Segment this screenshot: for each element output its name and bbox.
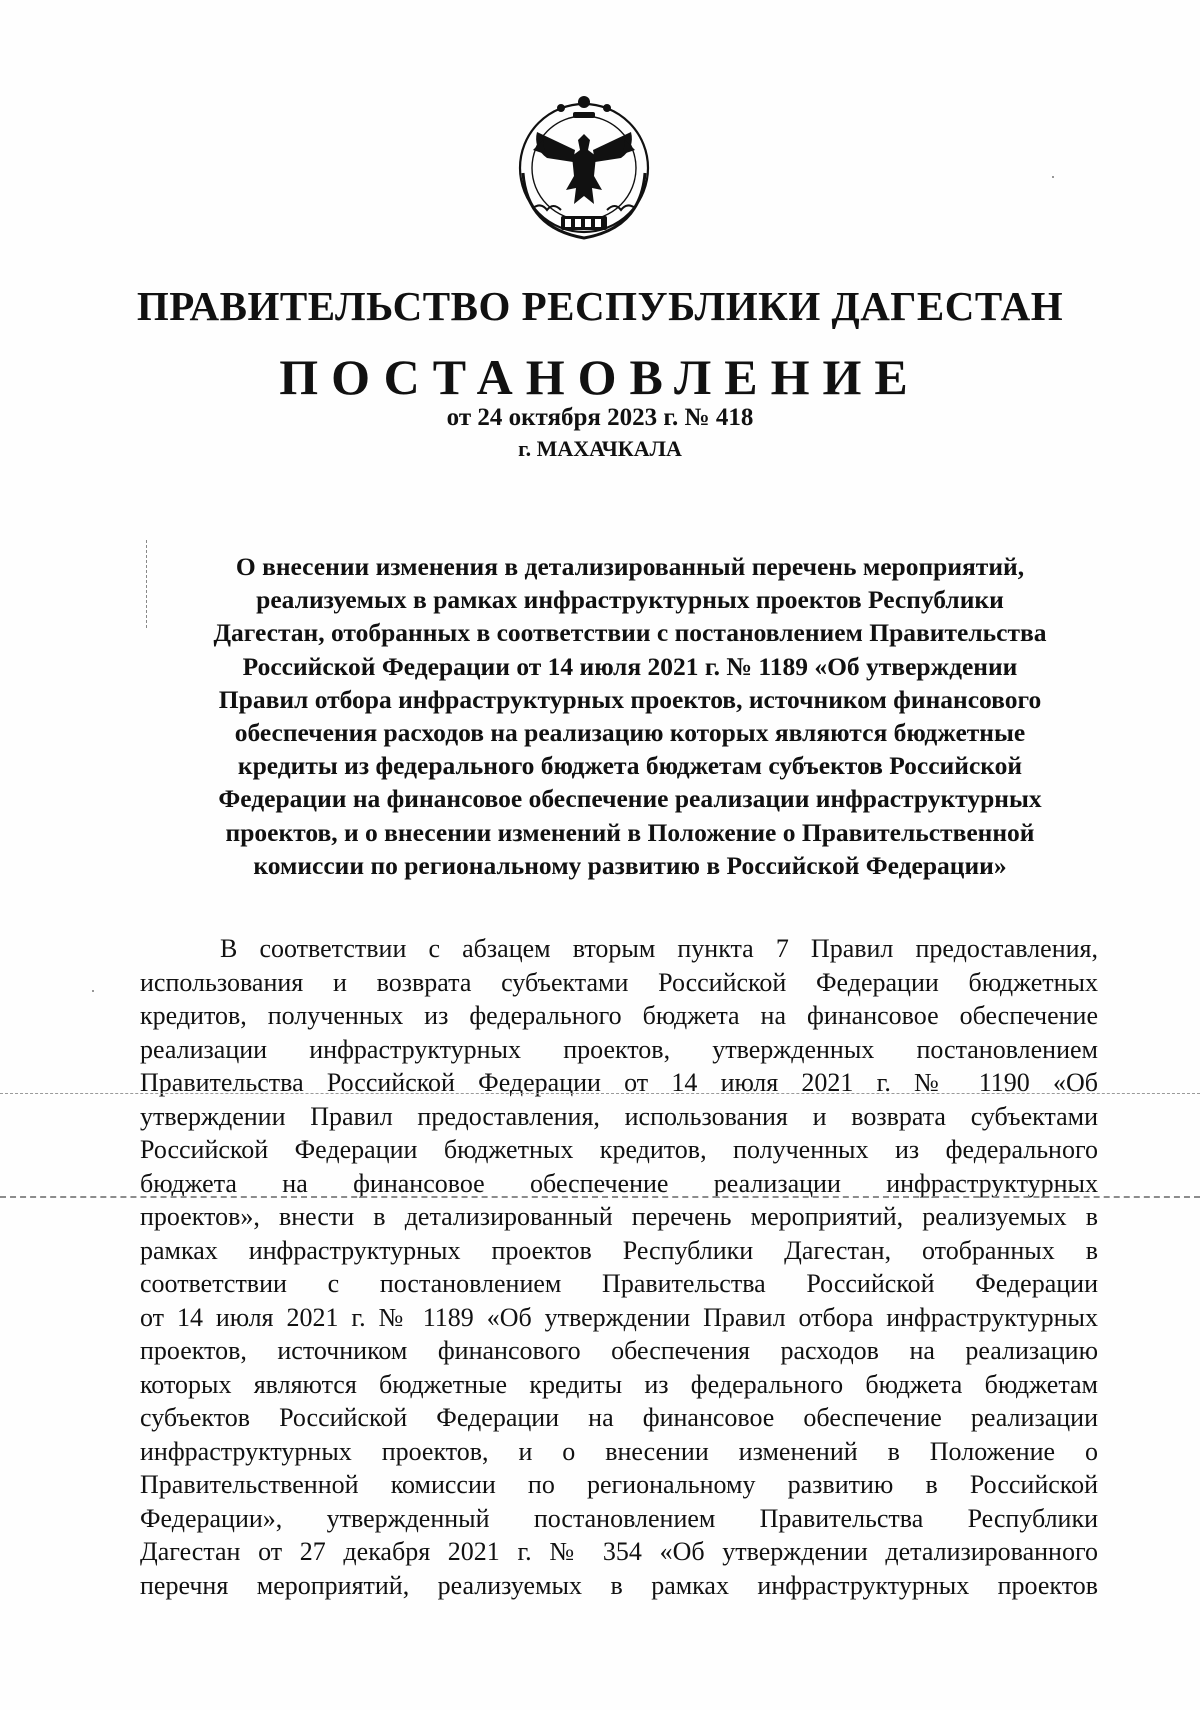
coat-of-arms-eagle-icon (503, 88, 665, 248)
subject-line: проектов, и о внесении изменений в Положение о Правительственной (225, 817, 1035, 847)
subject-line: реализуемых в рамках инфраструктурных проектов Республики (256, 585, 1004, 615)
body-line: Правительственной комиссии по региональному развитию в Российской (140, 1470, 1098, 1499)
scan-artifact-line (0, 1196, 1200, 1198)
subject-line: Российской Федерации от 14 июля 2021 г. № 1189 «Об утверждении (242, 651, 1018, 681)
subject-line: Дагестан, отобранных в соответствии с постановлением Правительства (213, 618, 1047, 648)
scan-speck (92, 990, 94, 992)
decree-subject (155, 550, 1105, 882)
body-line: проектов», внести в детализированный перечень мероприятий, реализуемых в (140, 1202, 1098, 1231)
body-line: инфраструктурных проектов, и о внесении изменений в Положение о (140, 1436, 1098, 1466)
subject-line: комиссии по региональному развитию в Российской Федерации» (253, 850, 1007, 880)
subject-line: О внесении изменения в детализированный перечень мероприятий, (235, 552, 1025, 581)
subject-line: Правил отбора инфраструктурных проектов, источником финансового (218, 684, 1042, 714)
decree-date-number: от 24 октября 2023 г. № 418 (446, 404, 754, 431)
body-line: кредитов, полученных из федерального бюджета на финансовое обеспечение (140, 1001, 1098, 1030)
body-line: использования и возврата субъектами Российской Федерации бюджетных (140, 967, 1098, 997)
decree-body-paragraph (140, 932, 1098, 1602)
body-line: рамках инфраструктурных проектов Республики Дагестан, отобранных в (140, 1235, 1098, 1265)
subject-line: кредиты из федерального бюджета бюджетам субъектов Российской (237, 751, 1023, 781)
scan-margin-mark (146, 540, 147, 628)
body-line: перечня мероприятий, реализуемых в рамках инфраструктурных проектов (140, 1570, 1098, 1600)
body-line: бюджета на финансовое обеспечение реализации инфраструктурных (140, 1168, 1098, 1198)
body-line: субъектов Российской Федерации на финансовое обеспечение реализации (140, 1403, 1098, 1432)
government-title: ПРАВИТЕЛЬСТВО РЕСПУБЛИКИ ДАГЕСТАН (136, 283, 1064, 329)
body-line: Российской Федерации бюджетных кредитов, полученных из федерального (140, 1135, 1098, 1164)
scan-artifact-line (0, 1093, 1200, 1094)
document-type-title: ПОСТАНОВЛЕНИЕ (279, 349, 921, 405)
body-line: Правительства Российской Федерации от 14 июля 2021 г. № 1190 «Об (140, 1068, 1098, 1097)
body-line: В соответствии с абзацем вторым пункта 7 Правил предоставления, (220, 934, 1098, 963)
decree-city: г. МАХАЧКАЛА (518, 436, 682, 461)
subject-line: Федерации на финансовое обеспечение реализации инфраструктурных (218, 784, 1042, 814)
body-line: от 14 июля 2021 г. № 1189 «Об утверждении Правил отбора инфраструктурных (140, 1302, 1098, 1332)
body-line: которых являются бюджетные кредиты из федерального бюджета бюджетам (140, 1369, 1098, 1399)
body-line: утверждении Правил предоставления, использования и возврата субъектами (140, 1101, 1098, 1131)
subject-line: обеспечения расходов на реализацию которых являются бюджетные (234, 718, 1026, 748)
body-line: соответствии с постановлением Правительства Российской Федерации (140, 1269, 1098, 1298)
body-line: Федерации», утвержденный постановлением Правительства Республики (140, 1503, 1098, 1533)
body-line: реализации инфраструктурных проектов, утвержденных постановлением (140, 1034, 1098, 1064)
scan-speck (1052, 176, 1054, 178)
body-line: Дагестан от 27 декабря 2021 г. № 354 «Об утверждении детализированного (140, 1537, 1098, 1566)
body-line: проектов, источником финансового обеспечения расходов на реализацию (140, 1336, 1098, 1365)
